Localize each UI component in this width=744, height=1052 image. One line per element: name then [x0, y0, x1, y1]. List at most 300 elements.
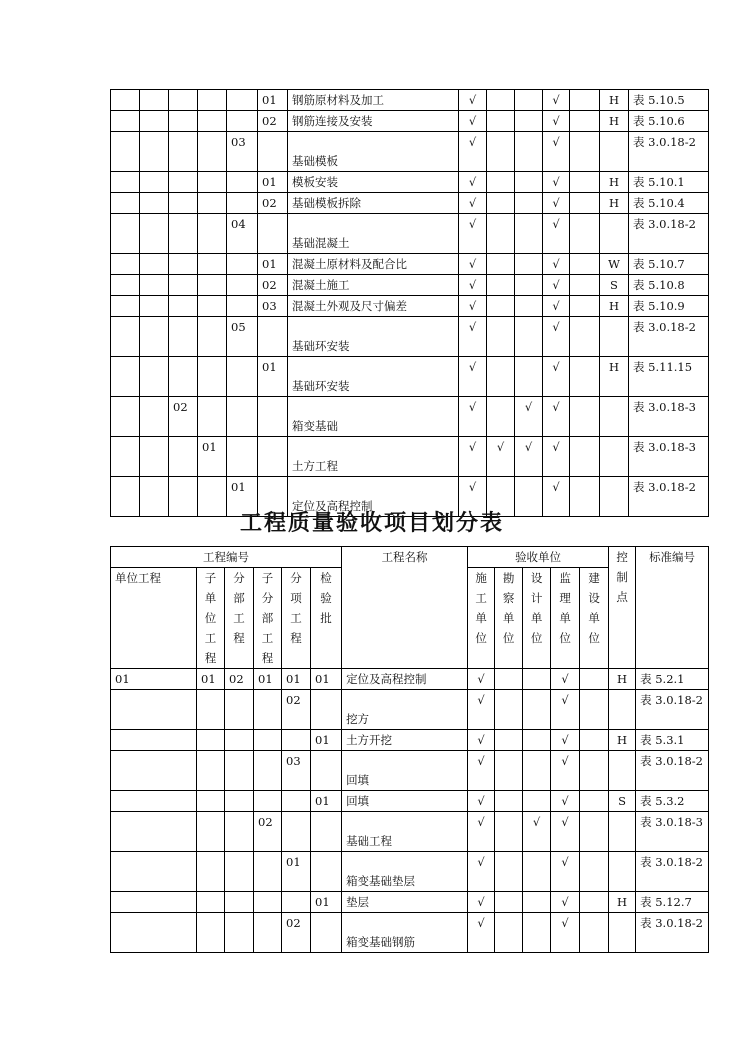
cell-supervise: √ [551, 751, 580, 791]
cell-survey [495, 812, 523, 852]
cell-sub-unit [140, 437, 169, 477]
cell-batch: 01 [258, 357, 288, 397]
cell-batch [311, 812, 342, 852]
header-supervision-unit: 监 理 单 位 [551, 568, 580, 669]
cell-batch [258, 214, 288, 254]
cell-supervise: √ [551, 690, 580, 730]
cell-unit [111, 751, 197, 791]
cell-item [227, 193, 258, 214]
cell-construct: √ [468, 751, 495, 791]
cell-control [609, 913, 636, 953]
cell-part [225, 852, 254, 892]
cell-name: 垫层 [342, 892, 468, 913]
cell-item [282, 791, 311, 812]
cell-name: 回填 [342, 791, 468, 812]
cell-sub-part [198, 275, 227, 296]
cell-build [570, 357, 600, 397]
header-batch: 检 验 批 [311, 568, 342, 669]
cell-unit [111, 254, 140, 275]
cell-name: 土方工程 [288, 437, 459, 477]
cell-supervise: √ [543, 397, 570, 437]
table-row [111, 275, 709, 296]
cell-sub-part [198, 111, 227, 132]
cell-survey [487, 397, 515, 437]
cell-design [515, 172, 543, 193]
table-row [111, 214, 709, 254]
cell-design [515, 296, 543, 317]
cell-standard: 表 3.0.18-2 [629, 477, 709, 517]
cell-item: 01 [227, 477, 258, 517]
cell-item: 01 [282, 852, 311, 892]
cell-item [282, 812, 311, 852]
table-row [111, 791, 709, 812]
cell-sub-unit [140, 397, 169, 437]
cell-construct: √ [459, 90, 487, 111]
table-row [111, 132, 709, 172]
header-group-code: 工程编号 [111, 547, 342, 568]
cell-name: 回填 [342, 751, 468, 791]
cell-unit: 01 [111, 669, 197, 690]
cell-part [169, 214, 198, 254]
cell-item [227, 254, 258, 275]
header-survey-unit: 勘 察 单 位 [495, 568, 523, 669]
cell-construct: √ [459, 172, 487, 193]
cell-batch: 01 [258, 254, 288, 275]
cell-item: 01 [282, 669, 311, 690]
cell-name: 箱变基础 [288, 397, 459, 437]
cell-unit [111, 214, 140, 254]
cell-sub-unit [140, 111, 169, 132]
cell-control [600, 132, 629, 172]
cell-batch [311, 751, 342, 791]
cell-standard: 表 5.10.7 [629, 254, 709, 275]
cell-construct: √ [459, 193, 487, 214]
cell-supervise: √ [543, 437, 570, 477]
cell-sub-unit [140, 214, 169, 254]
table-row [111, 852, 709, 892]
cell-sub-part [254, 913, 282, 953]
cell-design [515, 111, 543, 132]
cell-design [515, 132, 543, 172]
cell-part [169, 357, 198, 397]
cell-name: 基础模板拆除 [288, 193, 459, 214]
header-construction-unit: 施 工 单 位 [468, 568, 495, 669]
cell-build [570, 193, 600, 214]
continuation-table-body [111, 90, 709, 517]
cell-survey [487, 132, 515, 172]
cell-batch: 02 [258, 111, 288, 132]
cell-sub-unit [140, 132, 169, 172]
cell-construct: √ [468, 669, 495, 690]
cell-standard: 表 5.10.4 [629, 193, 709, 214]
cell-survey [487, 193, 515, 214]
cell-name: 混凝土外观及尺寸偏差 [288, 296, 459, 317]
cell-sub-part [198, 357, 227, 397]
cell-design [515, 317, 543, 357]
cell-control: H [600, 172, 629, 193]
cell-sub-unit [140, 357, 169, 397]
cell-item [227, 172, 258, 193]
cell-standard: 表 5.3.2 [636, 791, 709, 812]
cell-sub-part [198, 90, 227, 111]
cell-batch: 01 [311, 791, 342, 812]
cell-standard: 表 3.0.18-2 [636, 690, 709, 730]
cell-batch [311, 852, 342, 892]
header-part: 分 部 工 程 [225, 568, 254, 669]
table-row [111, 296, 709, 317]
cell-build [580, 669, 609, 690]
cell-standard: 表 5.11.15 [629, 357, 709, 397]
cell-control: H [600, 357, 629, 397]
cell-build [580, 913, 609, 953]
cell-design [515, 254, 543, 275]
cell-unit [111, 812, 197, 852]
cell-control [609, 852, 636, 892]
cell-item [282, 730, 311, 751]
cell-supervise: √ [551, 669, 580, 690]
cell-supervise: √ [551, 812, 580, 852]
cell-design [515, 214, 543, 254]
cell-batch: 01 [258, 172, 288, 193]
cell-name: 基础模板 [288, 132, 459, 172]
cell-name: 基础环安装 [288, 317, 459, 357]
table-row [111, 254, 709, 275]
cell-build [570, 317, 600, 357]
cell-survey [487, 317, 515, 357]
cell-construct: √ [468, 791, 495, 812]
cell-unit [111, 690, 197, 730]
cell-design: √ [523, 812, 551, 852]
cell-design [523, 791, 551, 812]
cell-part [225, 892, 254, 913]
header-design-unit: 设 计 单 位 [523, 568, 551, 669]
cell-part [225, 730, 254, 751]
cell-survey [495, 751, 523, 791]
cell-build [570, 397, 600, 437]
cell-supervise: √ [543, 193, 570, 214]
cell-unit [111, 111, 140, 132]
cell-sub-part [254, 730, 282, 751]
cell-construct: √ [459, 214, 487, 254]
table-header-group-row [111, 547, 709, 568]
cell-survey [495, 892, 523, 913]
header-sub-part: 子 分 部 工 程 [254, 568, 282, 669]
cell-sub-unit [140, 90, 169, 111]
table-row [111, 172, 709, 193]
cell-batch: 02 [258, 275, 288, 296]
cell-supervise: √ [543, 357, 570, 397]
cell-batch: 03 [258, 296, 288, 317]
cell-part [169, 437, 198, 477]
cell-item [227, 437, 258, 477]
cell-construct: √ [468, 913, 495, 953]
page-title: 工程质量验收项目划分表 [239, 511, 504, 536]
table-row [111, 111, 709, 132]
cell-part [169, 296, 198, 317]
cell-control: H [600, 111, 629, 132]
cell-construct: √ [468, 730, 495, 751]
cell-control [600, 317, 629, 357]
acceptance-division-table-body [111, 669, 709, 953]
cell-item: 03 [227, 132, 258, 172]
header-control-point: 控 制 点 [609, 547, 636, 669]
cell-survey: √ [487, 437, 515, 477]
cell-standard: 表 3.0.18-2 [629, 132, 709, 172]
cell-sub-part [198, 193, 227, 214]
cell-build [570, 111, 600, 132]
cell-sub-unit [197, 913, 225, 953]
cell-batch [258, 397, 288, 437]
header-group-unit: 验收单位 [468, 547, 609, 568]
cell-survey [495, 669, 523, 690]
cell-control [600, 397, 629, 437]
cell-part [169, 132, 198, 172]
cell-survey [487, 296, 515, 317]
cell-name: 挖方 [342, 690, 468, 730]
cell-item: 04 [227, 214, 258, 254]
cell-survey [487, 254, 515, 275]
cell-build [570, 132, 600, 172]
cell-sub-part [198, 317, 227, 357]
cell-supervise: √ [551, 913, 580, 953]
cell-construct: √ [459, 132, 487, 172]
cell-item: 03 [282, 751, 311, 791]
cell-part [169, 254, 198, 275]
cell-build [580, 791, 609, 812]
cell-unit [111, 317, 140, 357]
cell-item [227, 90, 258, 111]
cell-sub-unit [140, 317, 169, 357]
cell-construct: √ [459, 317, 487, 357]
cell-design [523, 669, 551, 690]
cell-supervise: √ [543, 317, 570, 357]
cell-sub-part [198, 132, 227, 172]
cell-build [570, 275, 600, 296]
cell-sub-unit [197, 892, 225, 913]
cell-name: 箱变基础垫层 [342, 852, 468, 892]
cell-standard: 表 3.0.18-2 [636, 751, 709, 791]
table-row [111, 751, 709, 791]
cell-sub-unit [197, 852, 225, 892]
cell-sub-unit [197, 791, 225, 812]
cell-unit [111, 397, 140, 437]
cell-name: 箱变基础钢筋 [342, 913, 468, 953]
cell-supervise: √ [543, 254, 570, 275]
cell-sub-part [198, 397, 227, 437]
cell-build [570, 214, 600, 254]
cell-unit [111, 913, 197, 953]
cell-sub-part [254, 690, 282, 730]
cell-name: 混凝土原材料及配合比 [288, 254, 459, 275]
cell-build [580, 852, 609, 892]
cell-design [515, 275, 543, 296]
cell-sub-part: 02 [254, 812, 282, 852]
cell-sub-part [198, 296, 227, 317]
cell-batch [311, 913, 342, 953]
cell-supervise: √ [543, 90, 570, 111]
header-unit-project: 单位工程 [111, 568, 197, 669]
cell-standard: 表 3.0.18-3 [629, 437, 709, 477]
cell-unit [111, 730, 197, 751]
cell-item [227, 357, 258, 397]
cell-build [580, 751, 609, 791]
cell-construct: √ [459, 254, 487, 275]
cell-construct: √ [468, 812, 495, 852]
cell-item [227, 275, 258, 296]
cell-batch: 01 [311, 669, 342, 690]
cell-sub-unit [197, 751, 225, 791]
cell-design [523, 892, 551, 913]
cell-build [580, 892, 609, 913]
cell-unit [111, 193, 140, 214]
table-row [111, 90, 709, 111]
cell-control: H [600, 296, 629, 317]
header-project-name: 工程名称 [342, 547, 468, 669]
cell-supervise: √ [543, 477, 570, 517]
cell-supervise: √ [543, 172, 570, 193]
cell-survey [495, 913, 523, 953]
table-row [111, 892, 709, 913]
table-row [111, 669, 709, 690]
cell-standard: 表 3.0.18-2 [636, 852, 709, 892]
cell-control: W [600, 254, 629, 275]
cell-batch: 02 [258, 193, 288, 214]
cell-construct: √ [459, 275, 487, 296]
cell-name: 钢筋原材料及加工 [288, 90, 459, 111]
cell-standard: 表 5.10.1 [629, 172, 709, 193]
cell-design [515, 357, 543, 397]
cell-sub-unit [197, 812, 225, 852]
cell-supervise: √ [551, 730, 580, 751]
cell-construct: √ [459, 437, 487, 477]
cell-design [515, 193, 543, 214]
cell-name: 土方开挖 [342, 730, 468, 751]
table-row [111, 317, 709, 357]
cell-unit [111, 791, 197, 812]
cell-standard: 表 3.0.18-2 [629, 214, 709, 254]
cell-design [523, 730, 551, 751]
cell-name: 基础工程 [342, 812, 468, 852]
cell-control [609, 690, 636, 730]
cell-unit [111, 357, 140, 397]
cell-sub-part: 01 [254, 669, 282, 690]
table-row [111, 397, 709, 437]
cell-build [570, 437, 600, 477]
cell-sub-unit [140, 193, 169, 214]
table-row [111, 913, 709, 953]
cell-part [225, 751, 254, 791]
cell-build [580, 690, 609, 730]
cell-batch [258, 317, 288, 357]
cell-name: 定位及高程控制 [288, 477, 459, 517]
cell-supervise: √ [543, 111, 570, 132]
cell-item [227, 111, 258, 132]
cell-standard: 表 3.0.18-2 [629, 317, 709, 357]
cell-sub-unit [197, 730, 225, 751]
cell-sub-part [198, 214, 227, 254]
cell-survey [495, 690, 523, 730]
cell-build [570, 90, 600, 111]
cell-control: H [609, 669, 636, 690]
cell-standard: 表 5.2.1 [636, 669, 709, 690]
cell-control: H [609, 730, 636, 751]
cell-build [580, 730, 609, 751]
cell-standard: 表 3.0.18-3 [636, 812, 709, 852]
cell-control [600, 214, 629, 254]
cell-survey [487, 111, 515, 132]
table-row [111, 193, 709, 214]
cell-unit [111, 172, 140, 193]
cell-supervise: √ [551, 852, 580, 892]
cell-part [225, 690, 254, 730]
cell-part [225, 791, 254, 812]
cell-supervise: √ [543, 275, 570, 296]
cell-batch: 01 [258, 90, 288, 111]
cell-construct: √ [459, 477, 487, 517]
cell-item: 05 [227, 317, 258, 357]
cell-unit [111, 90, 140, 111]
cell-sub-part [254, 791, 282, 812]
header-construction-owner: 建 设 单 位 [580, 568, 609, 669]
cell-survey [487, 172, 515, 193]
cell-design [523, 751, 551, 791]
cell-sub-unit: 01 [197, 669, 225, 690]
cell-unit [111, 296, 140, 317]
cell-sub-unit [140, 172, 169, 193]
cell-part [169, 90, 198, 111]
cell-sub-unit [140, 254, 169, 275]
cell-sub-part [198, 254, 227, 275]
cell-standard: 表 3.0.18-3 [629, 397, 709, 437]
cell-construct: √ [459, 296, 487, 317]
cell-design [515, 90, 543, 111]
cell-survey [495, 791, 523, 812]
cell-standard: 表 3.0.18-2 [636, 913, 709, 953]
cell-standard: 表 5.3.1 [636, 730, 709, 751]
cell-construct: √ [459, 357, 487, 397]
cell-batch [258, 437, 288, 477]
cell-part [169, 193, 198, 214]
table-row [111, 812, 709, 852]
cell-part [169, 275, 198, 296]
cell-construct: √ [459, 397, 487, 437]
cell-standard: 表 5.10.6 [629, 111, 709, 132]
cell-part [225, 812, 254, 852]
cell-supervise: √ [543, 214, 570, 254]
cell-build [570, 296, 600, 317]
cell-item [282, 892, 311, 913]
table-row [111, 437, 709, 477]
cell-name: 基础环安装 [288, 357, 459, 397]
cell-supervise: √ [551, 892, 580, 913]
cell-standard: 表 5.10.5 [629, 90, 709, 111]
cell-sub-part [254, 892, 282, 913]
table-row [111, 690, 709, 730]
cell-name: 钢筋连接及安装 [288, 111, 459, 132]
cell-batch: 01 [311, 892, 342, 913]
cell-name: 模板安装 [288, 172, 459, 193]
cell-control: H [600, 90, 629, 111]
cell-part [169, 317, 198, 357]
cell-build [570, 172, 600, 193]
cell-construct: √ [459, 111, 487, 132]
cell-control [600, 437, 629, 477]
header-sub-unit: 子 单 位 工 程 [197, 568, 225, 669]
continuation-table [110, 89, 709, 517]
cell-construct: √ [468, 852, 495, 892]
cell-item: 02 [282, 690, 311, 730]
cell-standard: 表 5.10.9 [629, 296, 709, 317]
